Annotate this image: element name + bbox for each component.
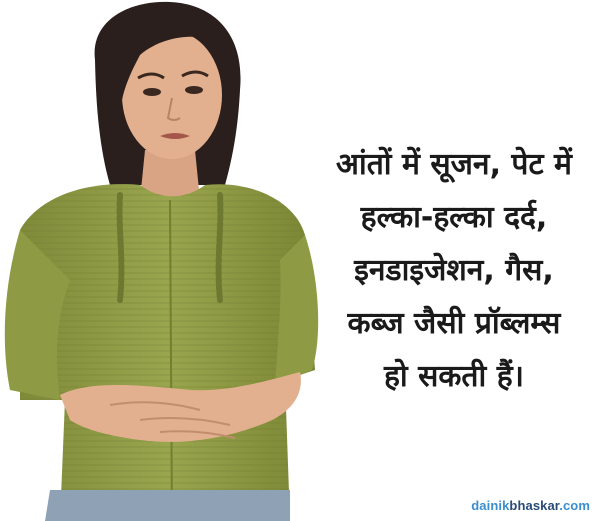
caption-text bbox=[318, 138, 590, 403]
caption-line-1: आंतों में सूजन, पेट में bbox=[336, 147, 572, 182]
ruffle-left bbox=[120, 195, 122, 300]
ruffle-right bbox=[219, 195, 221, 300]
watermark-part-1: dainik bbox=[471, 498, 510, 513]
watermark-part-2: bhaskar bbox=[509, 498, 560, 513]
caption-line-4: कब्ज जैसी प्रॉब्लम्स bbox=[347, 306, 561, 341]
left-eye bbox=[143, 88, 161, 96]
brand-watermark bbox=[471, 498, 590, 513]
right-eye bbox=[185, 86, 203, 94]
caption-line-5: हो सकती हैं। bbox=[383, 359, 525, 394]
watermark-part-3: .com bbox=[559, 498, 590, 513]
caption-line-2: हल्का-हल्का दर्द, bbox=[360, 200, 548, 235]
jeans-shape bbox=[45, 490, 290, 521]
caption-line-3: इनडाइजेशन, गैस, bbox=[354, 253, 554, 288]
